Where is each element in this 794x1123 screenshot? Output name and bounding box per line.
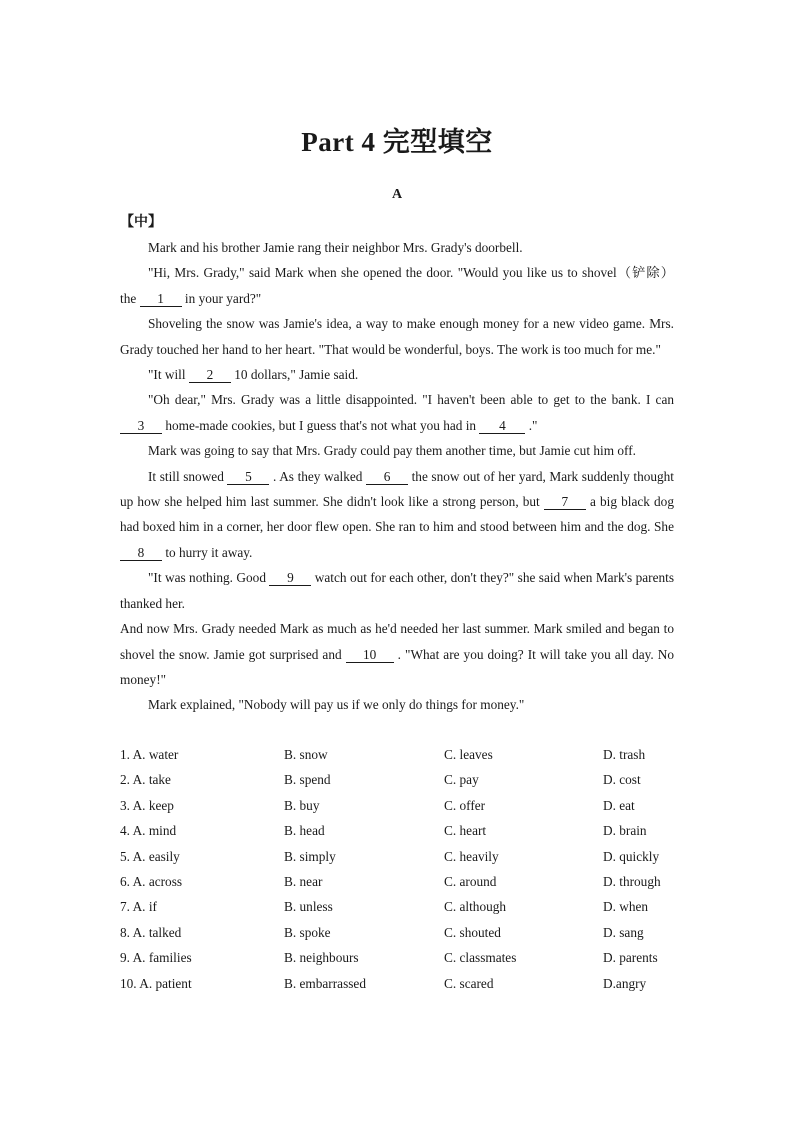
option-b: B. head [284,823,325,839]
section-label: A [391,187,403,202]
option-b: B. near [284,873,323,889]
option-a: 6. A. across [120,873,183,889]
paragraph-10 [120,692,674,717]
option-c: C. heavily [444,848,499,864]
paragraph-3 [120,311,674,362]
passage-text: the snow out of her yard, Mark suddenly thought up how she helped him last summer. She didn't look like a strong person, but [120,468,675,510]
paragraph-9 [120,616,674,692]
option-c: C. around [444,873,497,889]
option-a: 4. A. mind [120,823,177,839]
option-row-4 [120,818,680,843]
option-c: C. although [444,899,507,915]
passage-text: "Hi, Mrs. Grady," said Mark when she opened the door. "Would you like us to shovel（铲除） the [120,265,674,306]
option-c: C. offer [444,797,486,813]
option-c: C. leaves [444,747,493,762]
blank-4: 4 [479,418,525,434]
passage-text: "It will [148,367,189,383]
passage-text: watch out for each other, don't they?" she said when Mark's parents thanked her. [120,570,675,611]
blank-3: 3 [120,418,162,434]
option-b: B. spend [284,772,331,788]
paragraph-4 [120,362,674,387]
passage-text: Mark was going to say that Mrs. Grady could pay them another time, but Jamie cut him off. [148,443,636,459]
blank-8: 8 [120,545,162,561]
option-row-1 [120,742,680,767]
blank-9: 9 [269,570,311,586]
cloze-passage [120,235,674,718]
option-a: 2. A. take [120,772,171,788]
blank-10: 10 [346,647,394,663]
passage-text: Mark explained, "Nobody will pay us if we only do things for money." [148,697,525,713]
paragraph-1 [120,235,674,260]
paragraph-6 [120,438,674,463]
option-a: 1. A. water [120,747,179,762]
option-b: B. simply [284,848,336,864]
option-a: 10. A. patient [120,975,192,991]
option-d: D.angry [603,975,647,991]
option-d: D. brain [603,823,647,839]
option-d: D. quickly [603,848,660,864]
option-row-5 [120,844,680,869]
passage-text: Mark and his brother Jamie rang their neighbor Mrs. Grady's doorbell. [148,240,523,255]
option-row-9 [120,945,680,970]
difficulty-label: 【中】 [120,215,162,230]
option-row-10 [120,971,680,996]
blank-5: 5 [227,469,269,485]
paragraph-7 [120,464,674,566]
option-row-8 [120,920,680,945]
passage-text: Shoveling the snow was Jamie's idea, a way to make enough money for a new video game. Mrs. Grady touched her hand to her heart. "That would be wonderful, boys. The work is too much for me." [120,316,674,357]
blank-7: 7 [544,494,586,510]
passage-text: It still snowed [148,468,228,484]
passage-text: to hurry it away. [162,544,253,560]
option-b: B. buy [284,797,320,813]
option-d: D. when [603,899,649,915]
blank-2: 2 [189,367,231,383]
option-a: 8. A. talked [120,924,182,940]
option-row-6 [120,869,680,894]
passage-text: 10 dollars," Jamie said. [230,367,359,383]
passage-text: "Oh dear," Mrs. Grady was a little disappointed. "I haven't been able to get to the bank. I can [148,392,674,408]
passage-text: . As they walked [269,468,367,484]
paragraph-5 [120,387,674,438]
option-d: D. eat [603,797,635,813]
option-d: D. parents [603,950,658,966]
page-title: Part 4 完型填空 [301,127,493,157]
option-d: D. trash [603,747,646,762]
option-b: B. snow [284,747,328,762]
option-d: D. sang [603,924,644,940]
paragraph-2 [120,260,674,311]
option-row-2 [120,767,680,792]
blank-1: 1 [140,291,182,307]
answer-options [120,742,680,996]
option-c: C. shouted [444,924,501,940]
option-b: B. unless [284,899,333,915]
option-c: C. scared [444,975,494,991]
passage-text: ." [525,417,538,433]
passage-text: . "What are you doing? It will take you all day. No money!" [120,646,675,687]
option-d: D. cost [603,772,641,788]
option-c: C. classmates [444,950,517,966]
option-row-7 [120,894,680,919]
paragraph-8 [120,565,674,616]
passage-text: "It was nothing. Good [148,570,270,586]
passage-text: in your yard?" [181,290,262,306]
option-a: 7. A. if [120,899,157,915]
option-c: C. pay [444,772,479,788]
option-row-3 [120,793,680,818]
passage-text: home-made cookies, but I guess that's not what you had in [162,417,480,433]
option-a: 9. A. families [120,950,192,966]
passage-text: And now Mrs. Grady needed Mark as much as he'd needed her last summer. Mark smiled and began to shovel the snow. Jamie got surprised and [120,621,674,662]
blank-6: 6 [366,469,408,485]
passage-text: a big black dog had boxed him in a corner, her door flew open. She ran to him and stood between him and the dog. She [120,494,674,535]
option-a: 3. A. keep [120,797,174,813]
option-b: B. spoke [284,924,331,940]
option-b: B. embarrassed [284,975,366,991]
option-c: C. heart [444,823,487,839]
option-d: D. through [603,873,661,889]
option-a: 5. A. easily [120,848,180,864]
option-b: B. neighbours [284,950,359,966]
